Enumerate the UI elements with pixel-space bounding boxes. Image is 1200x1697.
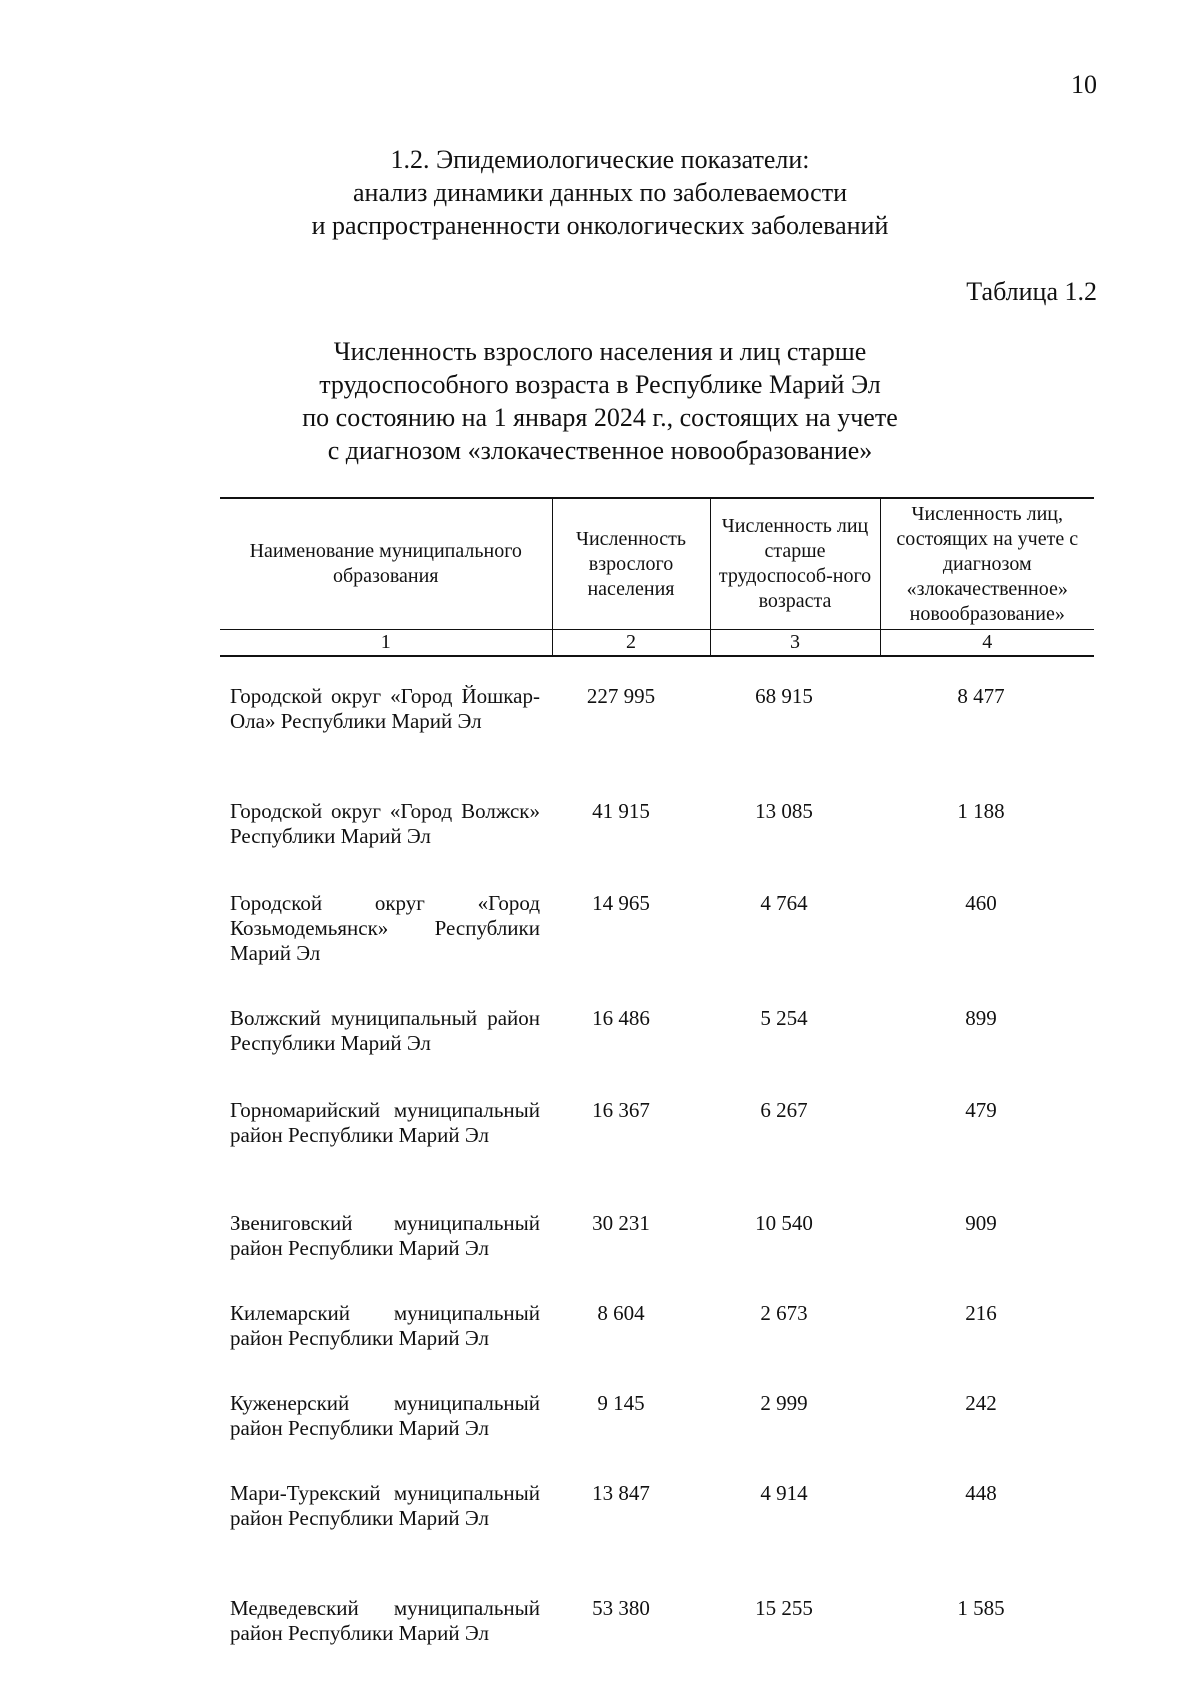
elderly-population-cell: 6 267 (760, 1098, 808, 1122)
table-row (220, 1391, 1094, 1441)
table-row (220, 799, 1094, 849)
municipality-name-cell: Городской округ «Город Козьмодемьянск» Республики Марий Эл (230, 891, 540, 965)
registered-patients-cell: 909 (965, 1211, 997, 1235)
elderly-population-cell: 68 915 (755, 684, 813, 708)
elderly-population-cell: 5 254 (760, 1006, 808, 1030)
table-header-row (220, 498, 1094, 630)
table-title-line: по состоянию на 1 января 2024 г., состоящих на учете (302, 403, 898, 432)
municipality-name-cell: Городской округ «Город Йошкар-Ола» Республики Марий Эл (230, 684, 540, 733)
table-row (220, 1481, 1094, 1556)
column-number: 2 (552, 630, 710, 657)
elderly-population-cell: 4 764 (760, 891, 808, 915)
adult-population-cell: 41 915 (592, 799, 650, 823)
adult-population-cell: 53 380 (592, 1596, 650, 1620)
adult-population-cell: 13 847 (592, 1481, 650, 1505)
column-number: 4 (880, 630, 1094, 657)
row-spacer (220, 1173, 1094, 1211)
elderly-population-cell: 2 999 (760, 1391, 808, 1415)
registered-patients-cell: 1 585 (957, 1596, 1005, 1620)
section-heading-line: 1.2. Эпидемиологические показатели: (390, 145, 810, 174)
adult-population-cell: 227 995 (586, 684, 656, 708)
registered-patients-cell: 1 188 (957, 799, 1005, 823)
registered-patients-cell: 216 (965, 1301, 997, 1325)
registered-patients-cell: 448 (965, 1481, 997, 1505)
table-row (220, 1098, 1094, 1173)
adult-population-cell: 8 604 (597, 1301, 645, 1325)
registered-patients-cell: 479 (965, 1098, 997, 1122)
table-title-line: трудоспособного возраста в Республике Марий Эл (319, 370, 881, 399)
adult-population-cell: 9 145 (597, 1391, 645, 1415)
elderly-population-cell: 13 085 (755, 799, 813, 823)
adult-population-cell: 16 367 (592, 1098, 650, 1122)
row-spacer (220, 1056, 1094, 1098)
section-heading-line: анализ динамики данных по заболеваемости (352, 178, 847, 207)
municipality-name-cell: Килемарский муниципальный район Республики Марий Эл (230, 1301, 540, 1350)
elderly-population-cell: 15 255 (755, 1596, 813, 1620)
municipality-name-cell: Звениговский муниципальный район Республики Марий Эл (230, 1211, 540, 1260)
table-label: Таблица 1.2 (966, 277, 1097, 306)
row-spacer (220, 1261, 1094, 1301)
page-number: 10 (1071, 70, 1097, 99)
table-body (220, 656, 1094, 1646)
section-heading (0, 143, 1200, 242)
row-spacer (220, 759, 1094, 799)
municipality-name-cell: Мари-Турекский муниципальный район Республики Марий Эл (230, 1481, 540, 1530)
table-title-line: Численность взрослого населения и лиц старше (333, 337, 867, 366)
registered-patients-cell: 8 477 (957, 684, 1005, 708)
municipality-name-cell: Волжский муниципальный район Республики Марий Эл (230, 1006, 540, 1055)
registered-patients-cell: 242 (965, 1391, 997, 1415)
section-heading-line: и распространенности онкологических заболеваний (311, 211, 889, 240)
municipality-name-cell: Городской округ «Город Волжск» Республики Марий Эл (230, 799, 540, 848)
table-row (220, 684, 1094, 759)
adult-population-cell: 16 486 (592, 1006, 650, 1030)
row-spacer (220, 1351, 1094, 1391)
table-row (220, 891, 1094, 966)
column-header-adult-population: Численность взрослого населения (552, 498, 710, 630)
row-spacer (220, 656, 1094, 684)
row-spacer (220, 1441, 1094, 1481)
column-number: 3 (710, 630, 880, 657)
population-table (220, 497, 1094, 1646)
table-row (220, 1301, 1094, 1351)
table-title (0, 335, 1200, 467)
elderly-population-cell: 4 914 (760, 1481, 808, 1505)
municipality-name-cell: Горномарийский муниципальный район Республики Марий Эл (230, 1098, 540, 1147)
table-row (220, 1006, 1094, 1056)
column-number: 1 (220, 630, 552, 657)
row-spacer (220, 849, 1094, 891)
column-number-row (220, 630, 1094, 657)
row-spacer (220, 966, 1094, 1006)
elderly-population-cell: 2 673 (760, 1301, 808, 1325)
table-row (220, 1596, 1094, 1646)
table-row (220, 1211, 1094, 1261)
column-header-municipality: Наименование муниципального образования (220, 498, 552, 630)
adult-population-cell: 30 231 (592, 1211, 650, 1235)
adult-population-cell: 14 965 (592, 891, 650, 915)
registered-patients-cell: 899 (965, 1006, 997, 1030)
column-header-elderly-population: Численность лиц старше трудоспособ-ного возраста (710, 498, 880, 630)
column-header-registered-patients: Численность лиц, состоящих на учете с диагнозом «злокачественное» новообразование» (880, 498, 1094, 630)
municipality-name-cell: Куженерский муниципальный район Республики Марий Эл (230, 1391, 540, 1440)
table-title-line: с диагнозом «злокачественное новообразование» (327, 436, 873, 465)
row-spacer (220, 1556, 1094, 1596)
registered-patients-cell: 460 (965, 891, 997, 915)
municipality-name-cell: Медведевский муниципальный район Республики Марий Эл (230, 1596, 540, 1645)
elderly-population-cell: 10 540 (755, 1211, 813, 1235)
